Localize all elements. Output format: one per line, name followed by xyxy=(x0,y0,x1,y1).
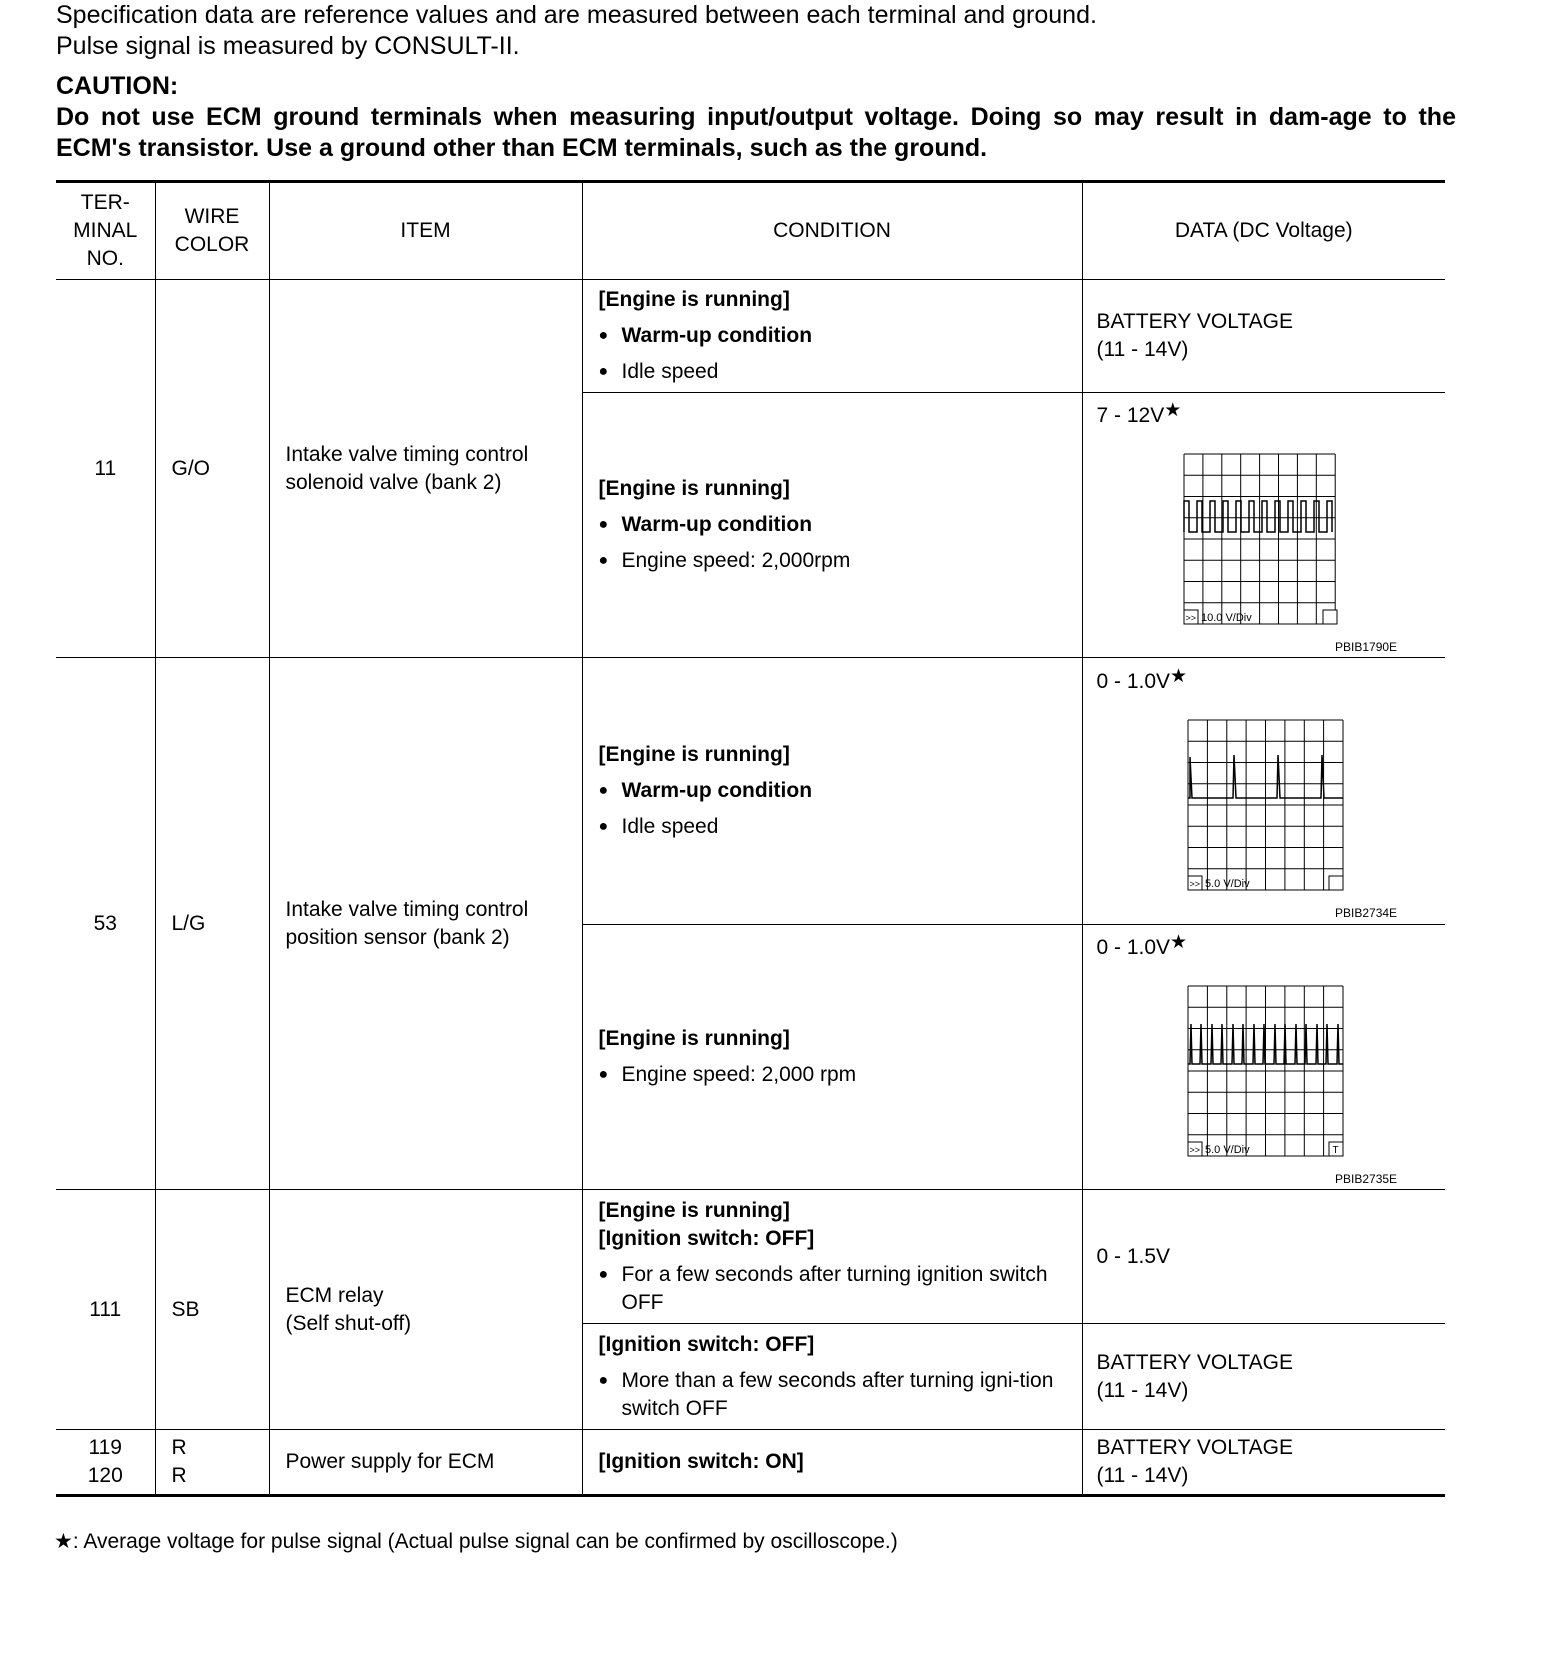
condition-cell: [Engine is running] [Ignition switch: OFF] ● For a few seconds after turning ignition switch OFF xyxy=(582,1190,1082,1324)
condition-cell: [Ignition switch: ON] xyxy=(582,1430,1082,1496)
intro xyxy=(56,0,1456,164)
terminal-number: 111 xyxy=(56,1190,155,1430)
wire-color: L/G xyxy=(155,658,269,1190)
condition-cell: [Engine is running] ● Engine speed: 2,000 rpm xyxy=(582,925,1082,1190)
scope-marker: >> xyxy=(1185,612,1196,623)
terminal-table xyxy=(56,180,1445,1497)
condition-cell: [Engine is running] ● Warm-up condition ● Engine speed: 2,000rpm xyxy=(582,393,1082,658)
terminal-number: 53 xyxy=(56,658,155,1190)
pulse-note: Pulse signal is measured by CONSULT-II. xyxy=(56,32,520,60)
caution-text: Do not use ECM ground terminals when measuring input/output voltage. Doing so may result in dam-age to the ECM's transistor. Use a ground other than ECM terminals, such as the ground. xyxy=(56,103,1456,162)
star-icon: ★ xyxy=(1170,665,1188,687)
scope-marker: >> xyxy=(1189,878,1200,889)
data-cell: 0 - 1.5V xyxy=(1082,1190,1445,1324)
figure-ref: PBIB2734E xyxy=(1334,905,1397,920)
oscilloscope-waveform xyxy=(1097,966,1427,1186)
table-header-row xyxy=(56,182,1445,280)
caution-heading: CAUTION: xyxy=(56,72,179,100)
item-cell: Power supply for ECM xyxy=(269,1430,582,1496)
footnote xyxy=(54,1528,898,1556)
item-cell: Intake valve timing control solenoid valve (bank 2) xyxy=(269,280,582,658)
scope-marker: >> xyxy=(1189,1144,1200,1155)
wire-color: G/O xyxy=(155,280,269,658)
scope-scale: 5.0 V/Div xyxy=(1204,1143,1250,1156)
scope-trigger: T xyxy=(1332,1144,1339,1156)
figure-ref: PBIB1790E xyxy=(1334,639,1397,654)
condition-cell: [Ignition switch: OFF] ● More than a few seconds after turning igni-tion switch OFF xyxy=(582,1324,1082,1430)
star-icon: ★ xyxy=(54,1530,73,1553)
data-value: 7 - 12V xyxy=(1096,403,1165,427)
oscilloscope-waveform xyxy=(1097,434,1427,654)
header-data: DATA (DC Voltage) xyxy=(1082,182,1445,280)
data-cell: BATTERY VOLTAGE (11 - 14V) xyxy=(1082,1430,1445,1496)
table-row xyxy=(56,1430,1445,1496)
oscilloscope-waveform xyxy=(1097,700,1427,920)
data-cell: BATTERY VOLTAGE (11 - 14V) xyxy=(1082,280,1445,393)
condition-cell: [Engine is running] ● Warm-up condition ● Idle speed xyxy=(582,280,1082,393)
item-cell: Intake valve timing control position sensor (bank 2) xyxy=(269,658,582,1190)
table-row xyxy=(56,1190,1445,1324)
terminal-number: 11 xyxy=(56,280,155,658)
header-condition: CONDITION xyxy=(582,182,1082,280)
scope-scale: 10.0 V/Div xyxy=(1200,611,1252,624)
data-value: 0 - 1.0V xyxy=(1096,669,1171,693)
figure-ref: PBIB2735E xyxy=(1334,1171,1397,1186)
header-item: ITEM xyxy=(269,182,582,280)
star-icon: ★ xyxy=(1164,399,1182,421)
header-wire: WIRE COLOR xyxy=(155,182,269,280)
header-terminal: TER- MINAL NO. xyxy=(56,182,155,280)
data-value: 0 - 1.0V xyxy=(1096,935,1171,959)
data-cell: BATTERY VOLTAGE (11 - 14V) xyxy=(1082,1324,1445,1430)
table-row xyxy=(56,658,1445,925)
condition-cell: [Engine is running] ● Warm-up condition ● Idle speed xyxy=(582,658,1082,925)
wire-color: SB xyxy=(155,1190,269,1430)
data-cell xyxy=(1082,925,1445,1190)
spec-note: Specification data are reference values and are measured between each terminal and ground. xyxy=(56,1,1097,29)
wire-color: R R xyxy=(155,1430,269,1496)
data-cell xyxy=(1082,658,1445,925)
scope-scale: 5.0 V/Div xyxy=(1204,877,1250,890)
star-icon: ★ xyxy=(1170,931,1188,953)
terminal-number: 119 120 xyxy=(56,1430,155,1496)
footnote-text: : Average voltage for pulse signal (Actual pulse signal can be confirmed by oscilloscope.) xyxy=(72,1530,898,1553)
data-cell xyxy=(1082,393,1445,658)
table-row xyxy=(56,280,1445,393)
item-cell: ECM relay (Self shut-off) xyxy=(269,1190,582,1430)
